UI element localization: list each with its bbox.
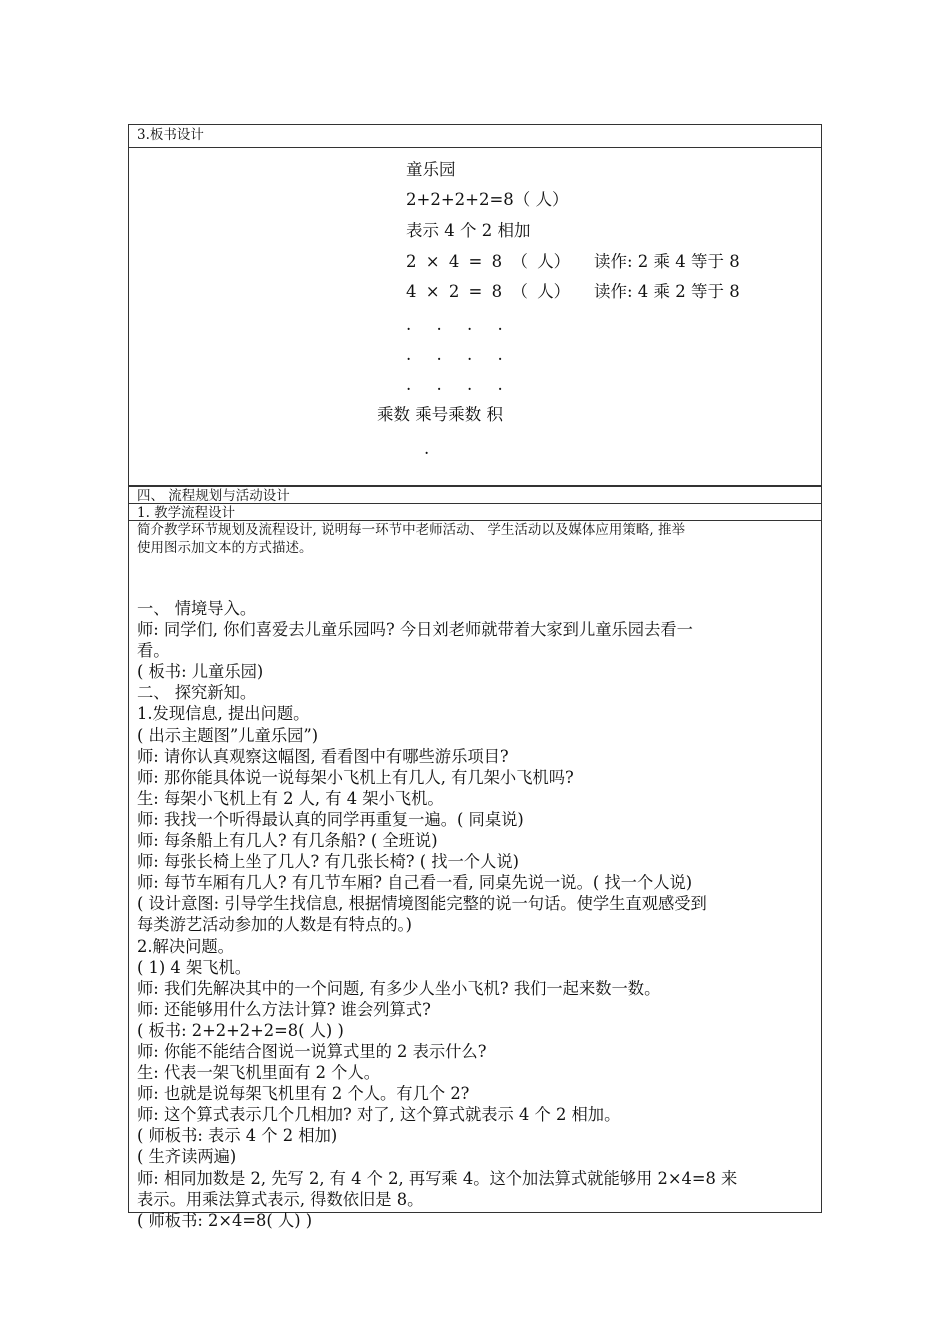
board-equation-2: 4 × 2 = 8 （ 人） [406, 282, 571, 301]
board-line-title: 童乐园 [406, 160, 456, 179]
text-line: 一、 情境导入。 [137, 599, 257, 618]
text-line: 2.解决问题。 [137, 936, 234, 956]
board-dots-row: . . . . [406, 315, 503, 334]
text-line: 二、 探究新知。 [137, 683, 257, 703]
text-line: ( 生齐读两遍) [137, 1147, 237, 1167]
section4-intro [137, 522, 817, 557]
intro-line: 简介教学环节规划及流程设计, 说明每一环节中老师活动、 学生活动以及媒体应用策略, 推举 [137, 522, 685, 538]
intro-line: 使用图示加文本的方式描述。 [137, 539, 313, 556]
text-line: 师: 每张长椅上坐了几人? 有几张长椅? ( 找一个人说) [137, 852, 519, 872]
board-line-meaning: 表示 4 个 2 相加 [406, 221, 531, 240]
text-line: 表示。用乘法算式表示, 得数依旧是 8。 [137, 1189, 424, 1209]
text-line: 生: 代表一架飞机里面有 2 个人。 [137, 1063, 381, 1083]
text-line: 看。 [137, 641, 170, 661]
text-line: 师: 这个算式表示几个几相加? 对了, 这个算式就表示 4 个 2 相加。 [137, 1105, 621, 1125]
text-line: 师: 还能够用什么方法计算? 谁会列算式? [137, 999, 431, 1019]
board-line-addition: 2+2+2+2=8（ 人） [406, 190, 569, 209]
text-line: 1.发现信息, 提出问题。 [137, 704, 310, 724]
text-line: ( 1) 4 架飞机。 [137, 957, 252, 977]
text-line: 师: 每条船上有几人? 有几条船? ( 全班说) [137, 831, 438, 851]
board-reading-1: 读作: 2 乘 4 等于 8 [594, 252, 740, 271]
text-line: 每类游艺活动参加的人数是有特点的。) [137, 915, 412, 935]
board-reading-2: 读作: 4 乘 2 等于 8 [594, 282, 740, 301]
text-line: 师: 同学们, 你们喜爱去儿童乐园吗? 今日刘老师就带着大家到儿童乐园去看一 [137, 620, 693, 640]
section3-header: 3.板书设计 [137, 127, 204, 143]
text-line: 师: 我们先解决其中的一个问题, 有多少人坐小飞机? 我们一起来数一数。 [137, 978, 661, 998]
text-line: 师: 你能不能结合图说一说算式里的 2 表示什么? [137, 1041, 487, 1061]
text-line: 师: 那你能具体说一说每架小飞机上有几人, 有几架小飞机吗? [137, 767, 574, 787]
section4-subheader: 1. 教学流程设计 [137, 505, 236, 521]
text-line: 师: 我找一个听得最认真的同学再重复一遍。( 同桌说) [137, 809, 524, 829]
board-final-dot: . [424, 439, 430, 458]
text-line: ( 师板书: 表示 4 个 2 相加) [137, 1126, 338, 1146]
text-line: 生: 每架小飞机上有 2 人, 有 4 架小飞机。 [137, 788, 444, 808]
board-dots-row: . . . . [406, 345, 503, 364]
text-line: 师: 请你认真观察这幅图, 看看图中有哪些游乐项目? [137, 746, 509, 766]
text-line: ( 板书: 儿童乐园) [137, 662, 264, 682]
text-line: 师: 也就是说每架飞机里有 2 个人。有几个 2? [137, 1084, 470, 1104]
board-equation-1: 2 × 4 = 8 （ 人） [406, 252, 571, 271]
section4-header: 四、 流程规划与活动设计 [137, 488, 290, 504]
text-line: 师: 每节车厢有几人? 有几节车厢? 自己看一看, 同桌先说一说。( 找一个人说) [137, 873, 693, 893]
board-dots-row: . . . . [406, 375, 503, 394]
divider [128, 147, 822, 148]
board-term-labels: 乘数 乘号乘数 积 [377, 405, 503, 424]
text-line: ( 出示主题图”儿童乐园”) [137, 725, 319, 745]
text-line: ( 板书: 2+2+2+2=8( 人) ) [137, 1020, 344, 1040]
teaching-process-text [137, 598, 817, 1231]
text-line: 师: 相同加数是 2, 先写 2, 有 4 个 2, 再写乘 4。这个加法算式就能够用 2×4=8 来 [137, 1168, 738, 1188]
text-line: ( 师板书: 2×4=8( 人) ) [137, 1210, 313, 1230]
text-line: ( 设计意图: 引导学生找信息, 根据情境图能完整的说一句话。使学生直观感受到 [137, 894, 707, 914]
